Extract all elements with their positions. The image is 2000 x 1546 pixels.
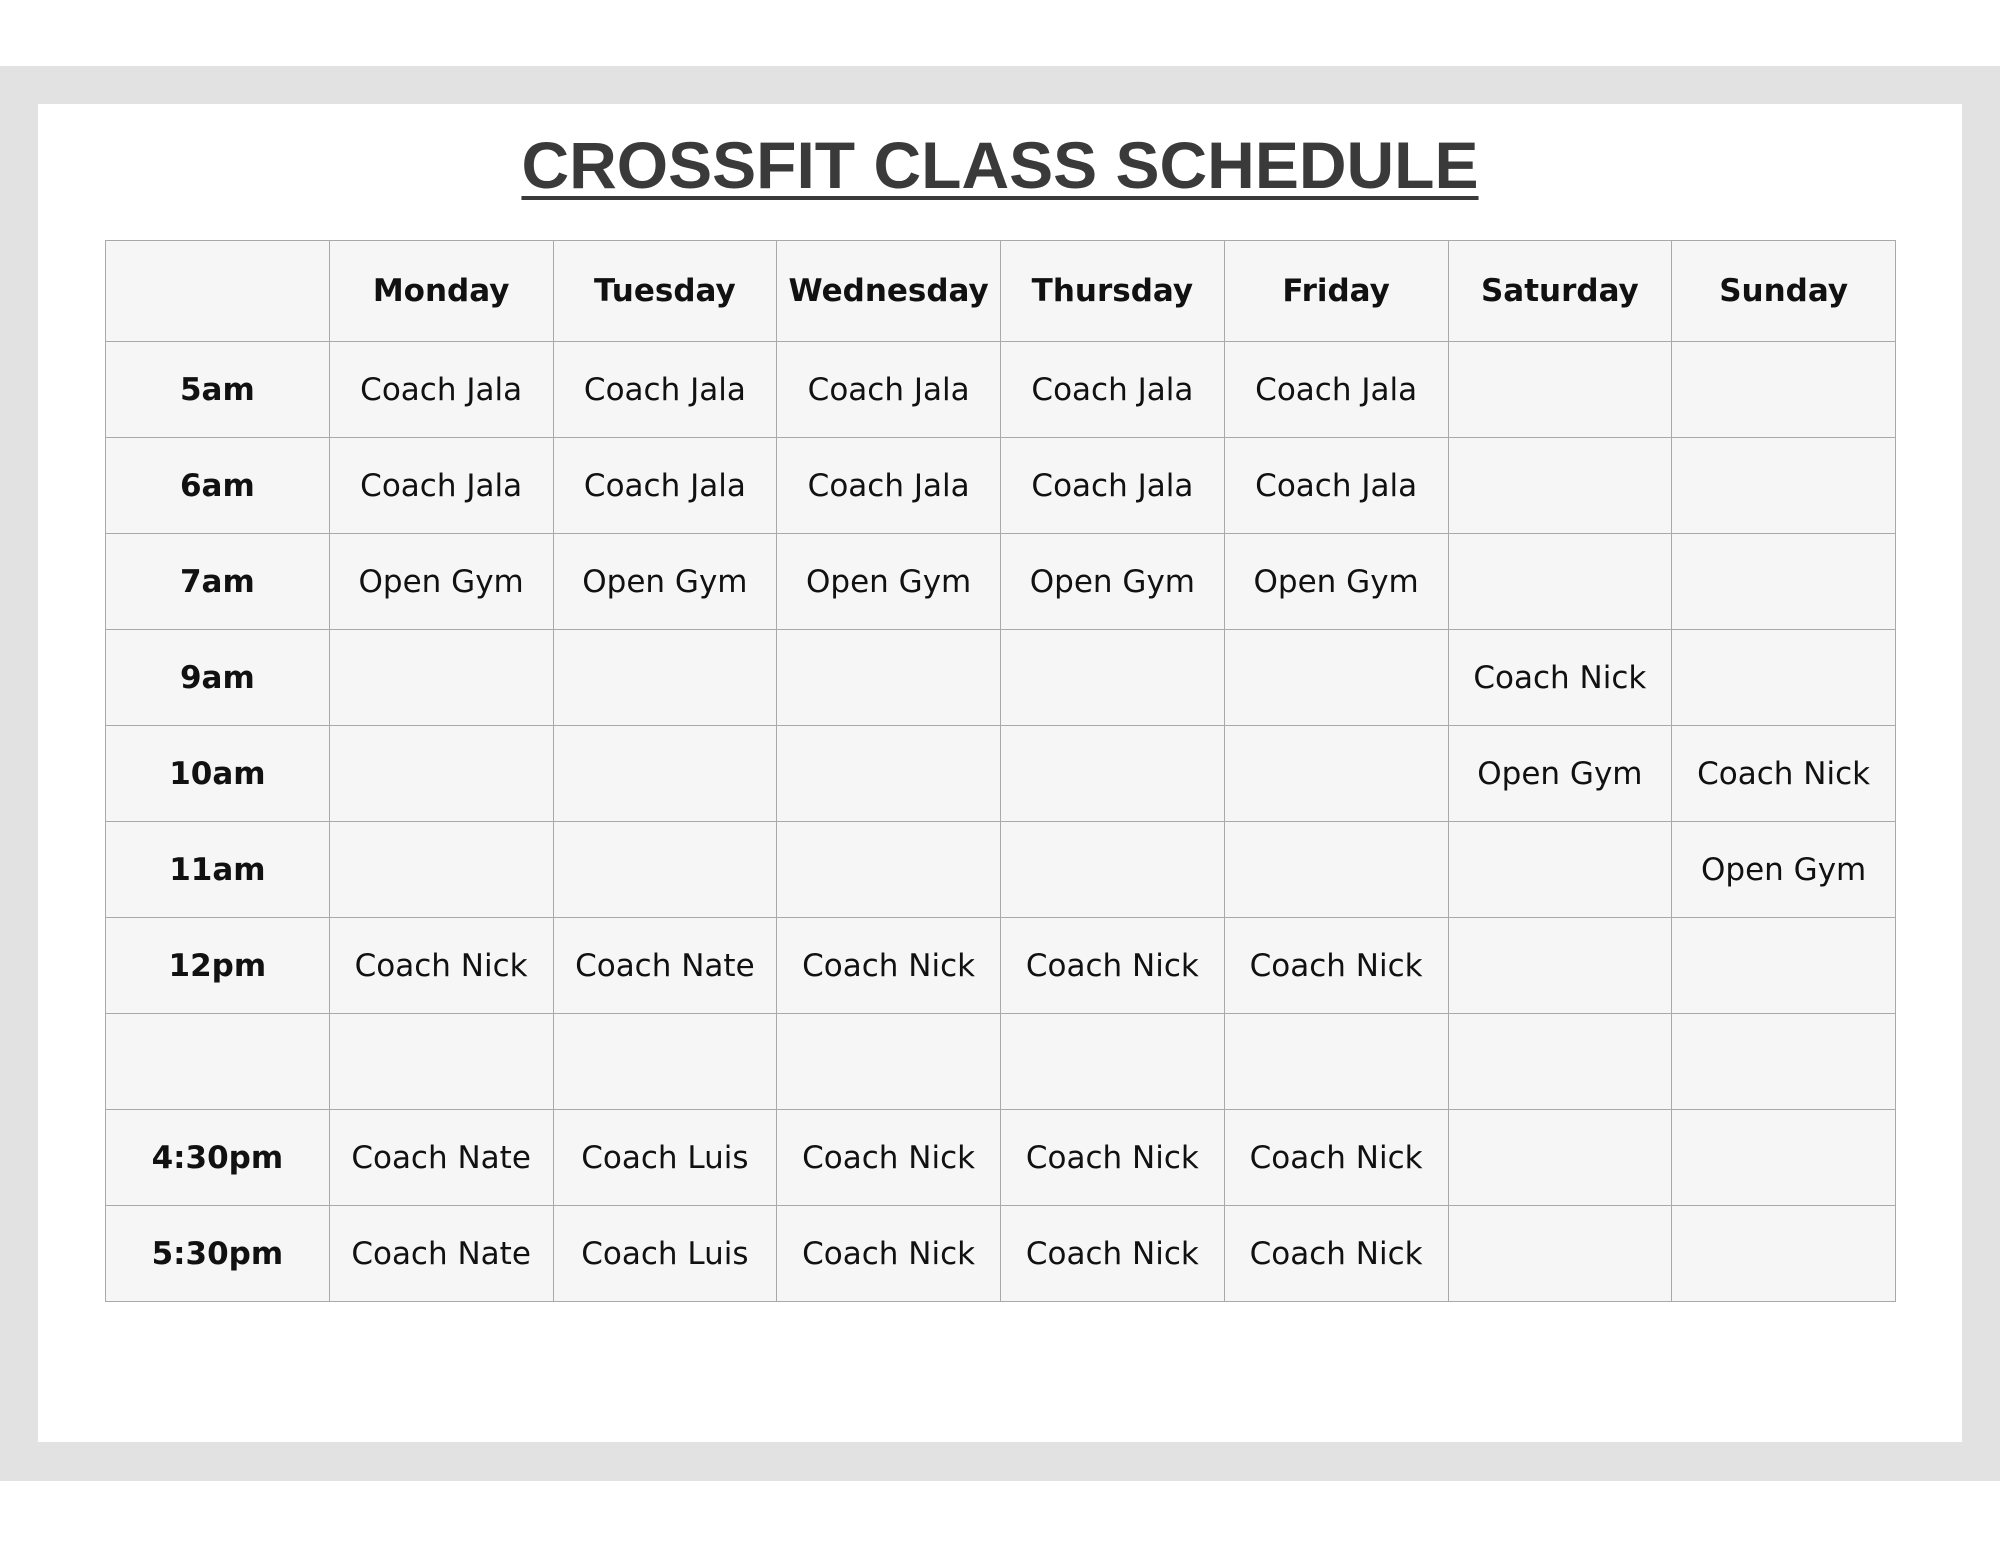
day-header: Friday [1224,241,1448,342]
class-cell [1448,822,1672,918]
class-cell: Coach Nick [1224,1110,1448,1206]
class-cell: Coach Jala [329,438,553,534]
day-header: Wednesday [777,241,1001,342]
class-cell: Coach Jala [553,342,777,438]
class-cell: Coach Nick [1224,1206,1448,1302]
class-cell [1224,630,1448,726]
table-row [106,1014,1896,1110]
class-cell: Coach Jala [777,438,1001,534]
class-cell [1001,630,1225,726]
class-cell [1672,438,1896,534]
class-cell [1448,1206,1672,1302]
time-cell: 4:30pm [106,1110,330,1206]
class-cell [1672,1110,1896,1206]
class-cell: Coach Nick [1001,918,1225,1014]
schedule-table [105,240,1896,1302]
day-header: Thursday [1001,241,1225,342]
class-cell [1448,1014,1672,1110]
class-cell: Coach Nick [777,1110,1001,1206]
class-cell [1448,534,1672,630]
time-cell: 5am [106,342,330,438]
time-cell: 12pm [106,918,330,1014]
class-cell: Coach Jala [553,438,777,534]
class-cell [1448,438,1672,534]
class-cell: Coach Nick [1001,1110,1225,1206]
time-cell [106,1014,330,1110]
class-cell: Open Gym [1224,534,1448,630]
class-cell: Coach Nick [777,1206,1001,1302]
class-cell: Open Gym [329,534,553,630]
table-row [106,438,1896,534]
table-row [106,1110,1896,1206]
class-cell: Coach Nick [777,918,1001,1014]
class-cell [1672,1206,1896,1302]
time-cell: 5:30pm [106,1206,330,1302]
class-cell [1224,1014,1448,1110]
table-row [106,534,1896,630]
class-cell [1672,1014,1896,1110]
time-cell: 6am [106,438,330,534]
class-cell [553,630,777,726]
class-cell: Coach Luis [553,1110,777,1206]
table-row [106,918,1896,1014]
table-row [106,726,1896,822]
time-cell: 7am [106,534,330,630]
header-row [106,241,1896,342]
class-cell [1001,1014,1225,1110]
class-cell: Open Gym [1672,822,1896,918]
class-cell [1672,630,1896,726]
class-cell: Coach Nate [553,918,777,1014]
class-cell [553,726,777,822]
class-cell: Coach Nick [1001,1206,1225,1302]
class-cell: Coach Nick [1672,726,1896,822]
class-cell: Coach Nick [1448,630,1672,726]
class-cell: Coach Nate [329,1110,553,1206]
class-cell: Coach Jala [329,342,553,438]
time-cell: 11am [106,822,330,918]
class-cell: Coach Nick [329,918,553,1014]
class-cell [553,822,777,918]
class-cell [329,630,553,726]
day-header: Tuesday [553,241,777,342]
class-cell [1224,726,1448,822]
class-cell [777,726,1001,822]
class-cell: Open Gym [1001,534,1225,630]
day-header: Monday [329,241,553,342]
class-cell [777,822,1001,918]
class-cell [1672,534,1896,630]
class-cell: Open Gym [553,534,777,630]
class-cell [553,1014,777,1110]
time-cell: 9am [106,630,330,726]
class-cell: Coach Nick [1224,918,1448,1014]
class-cell: Coach Jala [1001,342,1225,438]
class-cell [1448,1110,1672,1206]
schedule-body [106,342,1896,1302]
class-cell: Coach Nate [329,1206,553,1302]
class-cell [1448,918,1672,1014]
class-cell: Coach Jala [1224,438,1448,534]
class-cell: Open Gym [777,534,1001,630]
table-row [106,1206,1896,1302]
class-cell [1001,822,1225,918]
class-cell: Coach Luis [553,1206,777,1302]
corner-cell [106,241,330,342]
class-cell: Coach Jala [1224,342,1448,438]
class-cell [1001,726,1225,822]
class-cell [777,1014,1001,1110]
class-cell [1224,822,1448,918]
class-cell [329,726,553,822]
class-cell [777,630,1001,726]
class-cell [1672,342,1896,438]
table-row [106,630,1896,726]
day-header: Sunday [1672,241,1896,342]
class-cell [1672,918,1896,1014]
table-row [106,822,1896,918]
class-cell: Open Gym [1448,726,1672,822]
class-cell: Coach Jala [777,342,1001,438]
class-cell [329,822,553,918]
class-cell [329,1014,553,1110]
page-title: CROSSFIT CLASS SCHEDULE [521,128,1479,202]
day-header: Saturday [1448,241,1672,342]
class-cell [1448,342,1672,438]
table-row [106,342,1896,438]
time-cell: 10am [106,726,330,822]
class-cell: Coach Jala [1001,438,1225,534]
